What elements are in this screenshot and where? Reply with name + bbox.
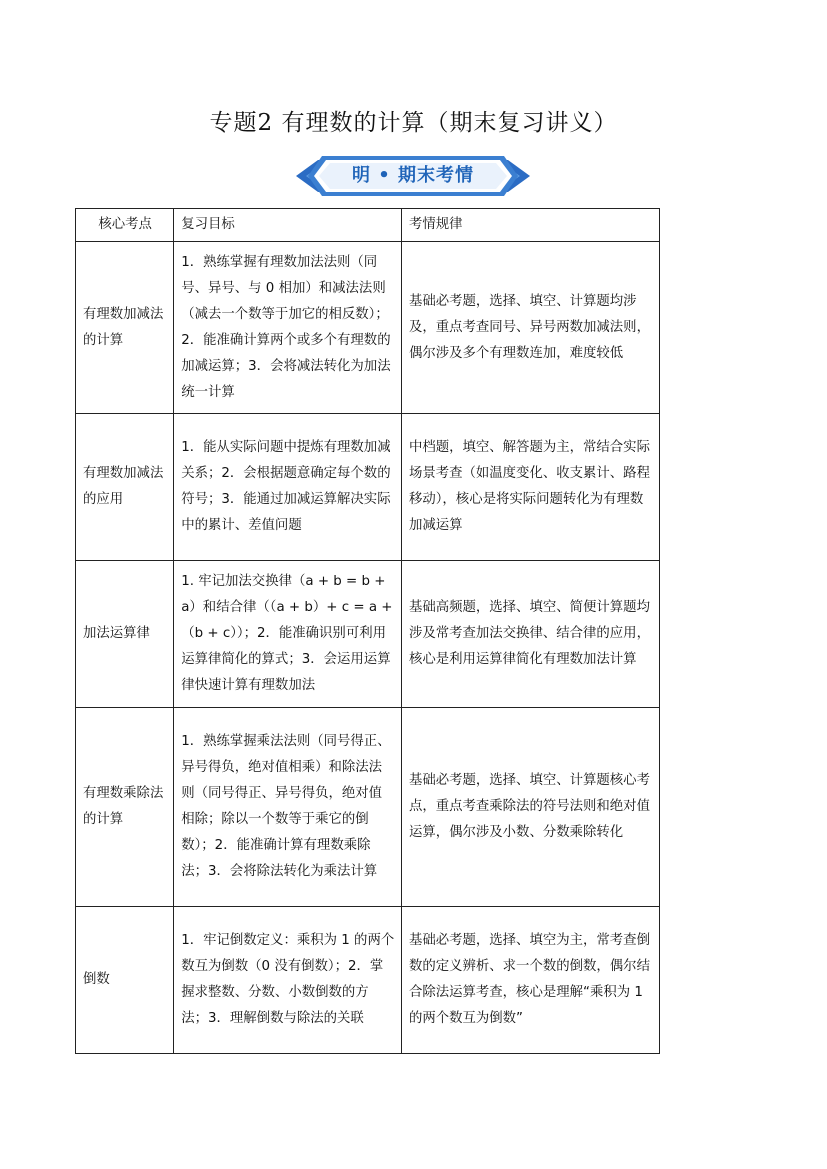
table-row <box>76 561 660 708</box>
row-topic: 有理数乘除法的计算 <box>76 708 174 907</box>
row-topic: 有理数加减法的应用 <box>76 414 174 561</box>
row-pattern: 基础高频题，选择、填空、简便计算题均涉及常考查加法交换律、结合律的应用，核心是利用运算律简化有理数加法计算 <box>401 561 659 708</box>
header-review-goal: 复习目标 <box>174 209 402 242</box>
banner-label: 明 • 期末考情 <box>351 165 475 186</box>
section-banner <box>296 154 530 198</box>
table-row <box>76 708 660 907</box>
table-row <box>76 242 660 414</box>
page-title: 专题2 有理数的计算（期末复习讲义） <box>209 110 618 136</box>
row-topic: 倒数 <box>76 907 174 1054</box>
row-goal: 1. 牢记加法交换律（a + b = b + a）和结合律（（a + b）+ c = a +（b + c））；2．能准确识别可利用运算律简化的算式；3．会运用运算律快速计算有理数加法 <box>174 561 402 708</box>
row-topic: 加法运算律 <box>76 561 174 708</box>
row-topic: 有理数加减法的计算 <box>76 242 174 414</box>
row-pattern: 基础必考题，选择、填空为主，常考查倒数的定义辨析、求一个数的倒数，偶尔结合除法运算考查，核心是理解“乘积为 1 的两个数互为倒数” <box>401 907 659 1054</box>
row-goal: 1．牢记倒数定义：乘积为 1 的两个数互为倒数（0 没有倒数）；2．掌握求整数、分数、小数倒数的方法；3．理解倒数与除法的关联 <box>174 907 402 1054</box>
row-goal: 1．熟练掌握有理数加法法则（同号、异号、与 0 相加）和减法法则（减去一个数等于加它的相反数）；2．能准确计算两个或多个有理数的加减运算；3．会将减法转化为加法统一计算 <box>174 242 402 414</box>
header-core-topic: 核心考点 <box>76 209 174 242</box>
row-goal: 1．熟练掌握乘法法则（同号得正、异号得负，绝对值相乘）和除法法则（同号得正、异号得负，绝对值相除；除以一个数等于乘它的倒数）；2．能准确计算有理数乘除法；3．会将除法转化为乘法计算 <box>174 708 402 907</box>
review-table <box>75 208 660 1054</box>
header-exam-pattern: 考情规律 <box>401 209 659 242</box>
table-row <box>76 414 660 561</box>
row-pattern: 基础必考题，选择、填空、计算题核心考点，重点考查乘除法的符号法则和绝对值运算，偶尔涉及小数、分数乘除转化 <box>401 708 659 907</box>
table-header-row <box>76 209 660 242</box>
table-row <box>76 907 660 1054</box>
row-pattern: 中档题，填空、解答题为主，常结合实际场景考查（如温度变化、收支累计、路程移动），核心是将实际问题转化为有理数加减运算 <box>401 414 659 561</box>
row-pattern: 基础必考题，选择、填空、计算题均涉及，重点考查同号、异号两数加减法则，偶尔涉及多个有理数连加，难度较低 <box>401 242 659 414</box>
row-goal: 1．能从实际问题中提炼有理数加减关系；2．会根据题意确定每个数的符号；3．能通过加减运算解决实际中的累计、差值问题 <box>174 414 402 561</box>
